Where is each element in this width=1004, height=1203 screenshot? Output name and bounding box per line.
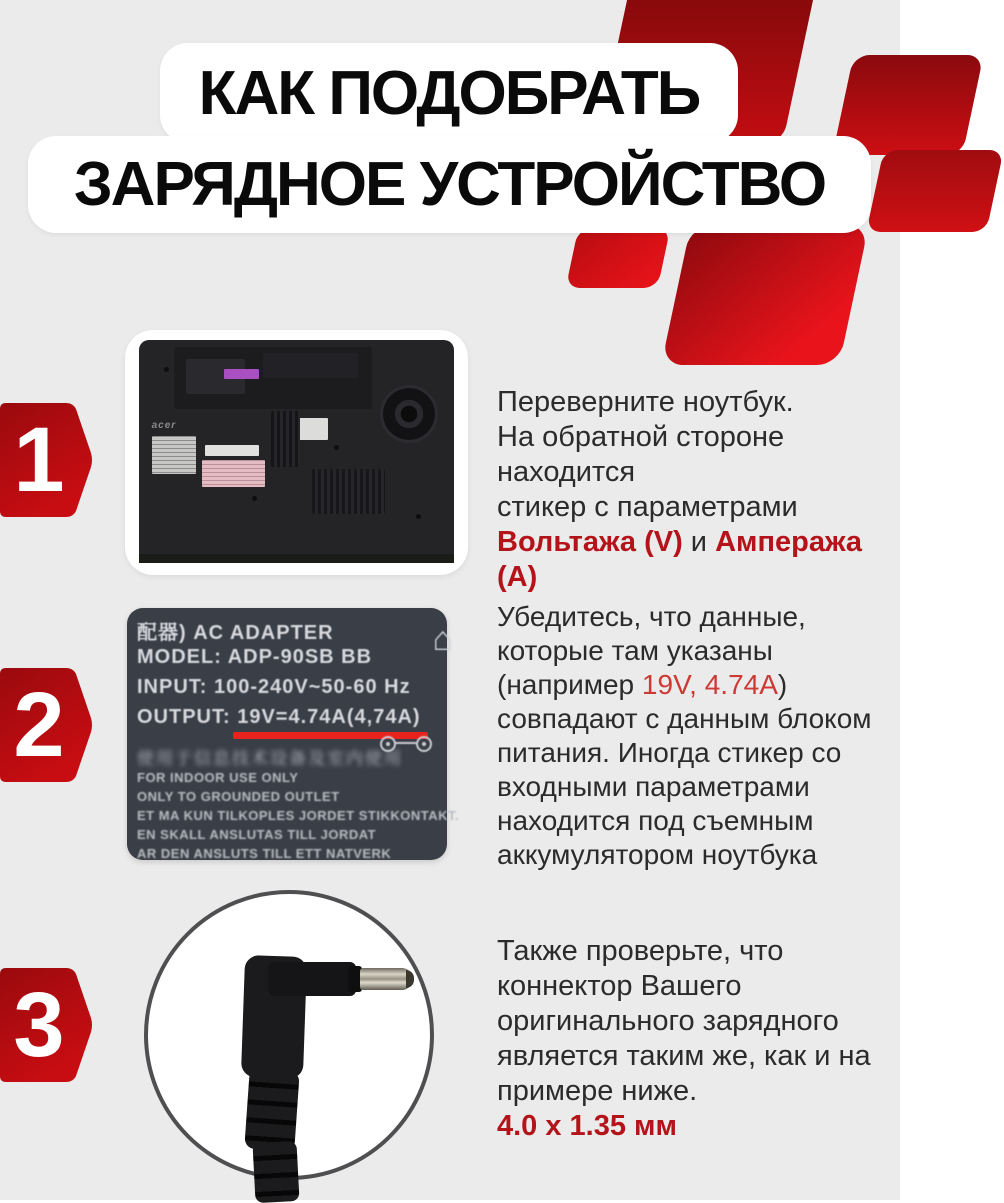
- laptop-fan-grille: [380, 385, 438, 443]
- adapter-input-line: INPUT: 100-240V~50-60 Hz: [137, 676, 411, 698]
- step1-text: [497, 385, 892, 595]
- laptop-pink-sticker: [202, 460, 265, 487]
- laptop-brand-logo: acer: [151, 420, 177, 432]
- step2-line2: которые там указаны: [497, 635, 773, 666]
- title-line1-box: [160, 43, 738, 143]
- step2-line4: совпадают с данным блоком: [497, 703, 872, 734]
- step2-number-badge: [0, 668, 93, 782]
- polarity-icon: [380, 735, 450, 753]
- step3-line1: Также проверьте, что: [497, 935, 784, 967]
- connector-metal-tip: [360, 968, 412, 990]
- step2-line3: (например 19V, 4.74A): [497, 669, 788, 700]
- step3-line2: коннектор Вашего: [497, 970, 742, 1002]
- house-icon: ⌂: [432, 620, 453, 658]
- laptop-white-label: [205, 445, 259, 456]
- laptop-bottom-image: [139, 340, 454, 563]
- connector-cable: [244, 1068, 299, 1151]
- adapter-cjk-line: 使用于信息技术设备及室内使用: [137, 749, 403, 768]
- step2-line5: питания. Иногда стикер со: [497, 737, 842, 768]
- step3-text: [497, 934, 892, 1144]
- laptop-battery-bay: [174, 347, 372, 409]
- adapter-title-line: 配器) AC ADAPTER: [137, 622, 334, 644]
- adapter-output-line: OUTPUT: 19V=4.74A(4,74A): [137, 706, 421, 728]
- step2-number: 2: [13, 674, 65, 776]
- step2-line8: аккумулятором ноутбука: [497, 839, 818, 870]
- red-slash-decoration: [866, 150, 1003, 232]
- step1-line2: На обратной стороне находится: [497, 421, 785, 488]
- step1-number-badge: [0, 403, 93, 517]
- laptop-ce-label: [297, 418, 329, 440]
- connector-cable: [252, 1141, 299, 1203]
- step1-line3: стикер с параметрами: [497, 491, 798, 523]
- step3-line4: является таким же, как и на: [497, 1040, 871, 1072]
- step3-number: 3: [13, 974, 65, 1076]
- step2-line7: находится под съемным: [497, 805, 814, 836]
- step2-line1: Убедитесь, что данные,: [497, 601, 806, 632]
- step2-line6: входными параметрами: [497, 771, 810, 802]
- step1-line4: Вольтажа (V) и Ампеража (A): [497, 526, 862, 593]
- adapter-label-image: 配器) AC ADAPTER MODEL: ADP-90SB BB INPUT: 100-240V~50-60 Hz OUTPUT: 19V=4.74A(4,74A) 使用于信息技术设备及室内使用 FOR INDOOR USE ONLY ONLY TO GROUNDED OUTLET ET MA KUN TILKOPLES JORDET STIKKONTAKT. EN SKALL ANSLUTAS TILL JORDAT AR DEN ANSLUTS TILL ETT NATVERK ⌂: [127, 608, 447, 860]
- laptop-purple-sticker: [224, 369, 259, 379]
- amperage-highlight: Ампеража (A): [497, 526, 862, 593]
- red-slash-decoration: [661, 225, 869, 365]
- laptop-vent: [312, 469, 384, 514]
- step2-text: [497, 600, 892, 872]
- step3-line3: оригинального зарядного: [497, 1005, 839, 1037]
- laptop-photo-card: [125, 330, 468, 575]
- connector-barrel: [268, 962, 356, 996]
- red-slash-decoration: [566, 228, 671, 288]
- title-line2-box: [28, 136, 871, 233]
- connector-photo-circle: [144, 890, 434, 1180]
- example-values-highlight: 19V, 4.74A: [641, 669, 778, 700]
- laptop-spec-sticker: [152, 436, 196, 474]
- page-title-line1: КАК ПОДОБРАТЬ: [198, 58, 700, 128]
- voltage-highlight: Вольтажа (V): [497, 526, 683, 558]
- step1-number: 1: [13, 409, 65, 511]
- connector-size-value: 4.0 x 1.35 мм: [497, 1110, 677, 1142]
- step3-line5: примере ниже.: [497, 1075, 698, 1107]
- step1-line1: Переверните ноутбук.: [497, 386, 794, 418]
- adapter-model-line: MODEL: ADP-90SB BB: [137, 646, 373, 668]
- page-title-line2: ЗАРЯДНОЕ УСТРОЙСТВО: [73, 150, 826, 219]
- laptop-vent: [271, 411, 299, 467]
- step3-number-badge: [0, 968, 93, 1082]
